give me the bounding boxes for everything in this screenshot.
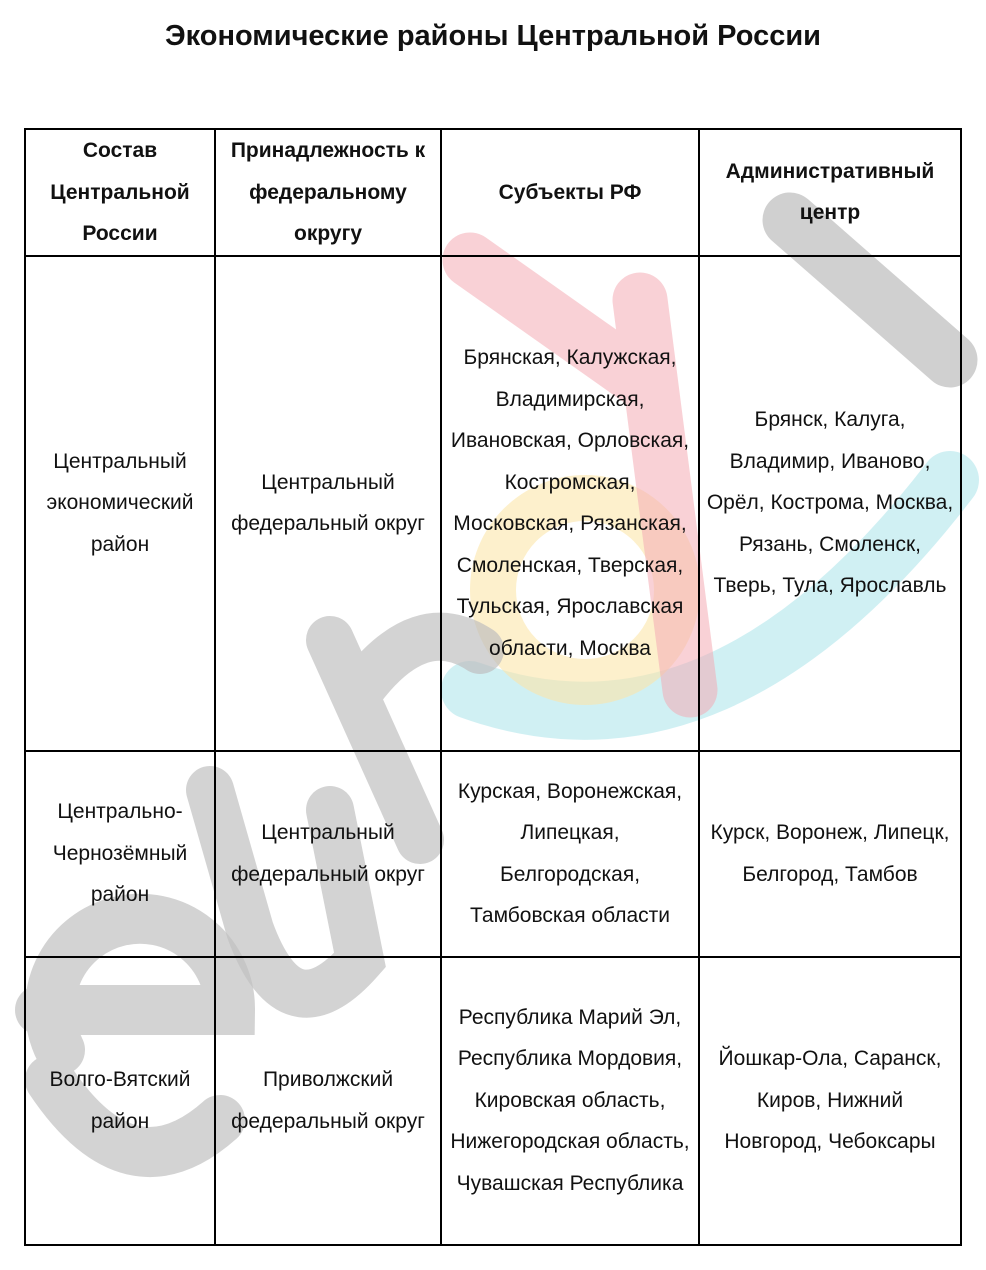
subjects-cell: Брянская, Калужская, Владимирская, Ивановская, Орловская, Костромская, Московская, Рязанская, Смоленская, Тверская, Тульская, Ярославская области, Москва <box>441 256 699 751</box>
table-row <box>25 256 961 751</box>
centers-cell: Брянск, Калуга, Владимир, Иваново, Орёл, Кострома, Москва, Рязань, Смоленск, Тверь, Тула, Ярославль <box>699 256 961 751</box>
table-row <box>25 751 961 957</box>
district-cell: Центрально-Чернозёмный район <box>25 751 215 957</box>
header-admin-center: Административный центр <box>699 129 961 256</box>
district-cell: Волго-Вятский район <box>25 957 215 1245</box>
centers-cell: Йошкар-Ола, Саранск, Киров, Нижний Новгород, Чебоксары <box>699 957 961 1245</box>
header-federal-okrug: Принадлежность к федеральному округу <box>215 129 441 256</box>
federal-okrug-cell: Центральный федеральный округ <box>215 751 441 957</box>
header-subjects: Субъекты РФ <box>441 129 699 256</box>
economic-regions-table <box>24 128 962 1246</box>
table-row <box>25 957 961 1245</box>
subjects-cell: Республика Марий Эл, Республика Мордовия, Кировская область, Нижегородская область, Чувашская Республика <box>441 957 699 1245</box>
district-cell: Центральный экономический район <box>25 256 215 751</box>
federal-okrug-cell: Центральный федеральный округ <box>215 256 441 751</box>
federal-okrug-cell: Приволжский федеральный округ <box>215 957 441 1245</box>
table-header-row <box>25 129 961 256</box>
page-title: Экономические районы Центральной России <box>164 20 822 52</box>
centers-cell: Курск, Воронеж, Липецк, Белгород, Тамбов <box>699 751 961 957</box>
subjects-cell: Курская, Воронежская, Липецкая, Белгородская, Тамбовская области <box>441 751 699 957</box>
header-composition: Состав Центральной России <box>25 129 215 256</box>
